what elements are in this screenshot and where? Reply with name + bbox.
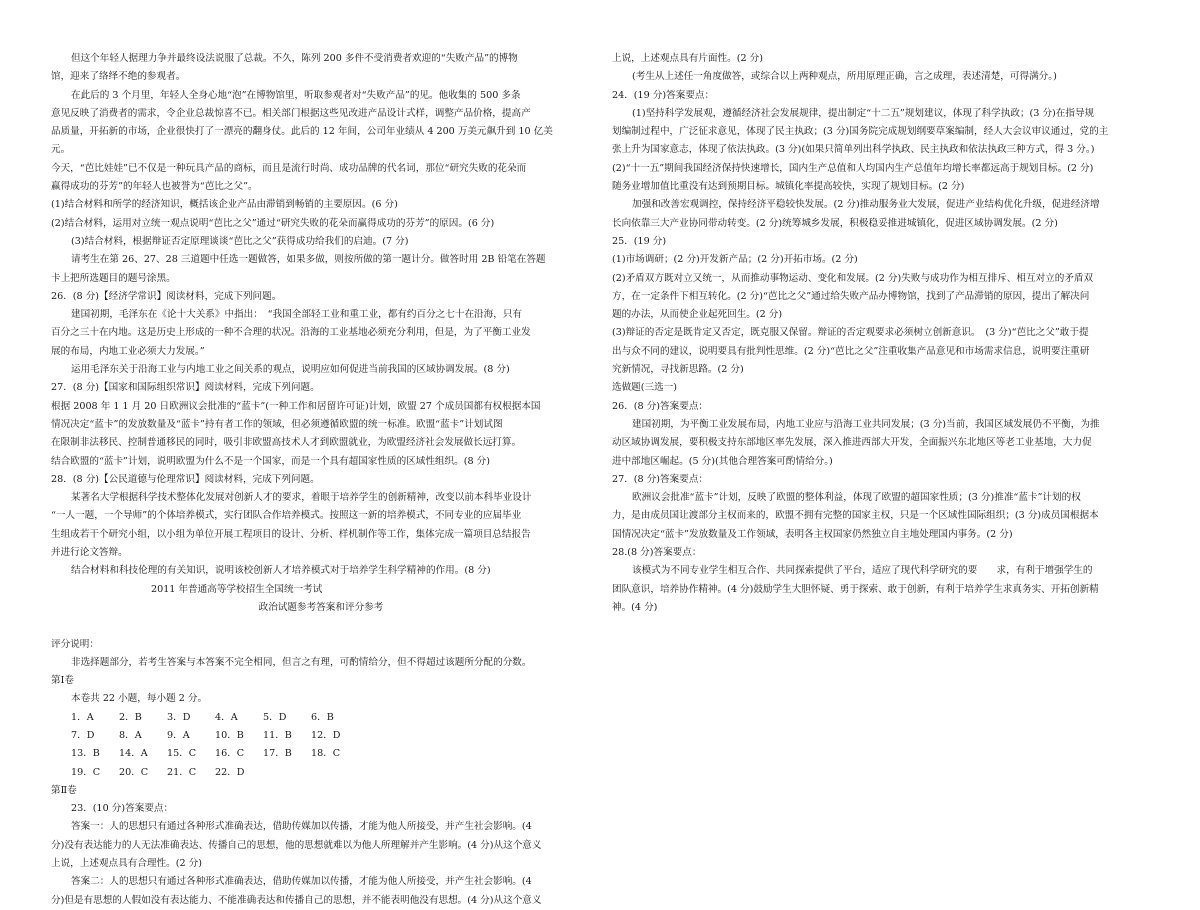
- text-line: 馆，迎来了络绎不绝的参观者。: [51, 71, 186, 83]
- answer-item: 20．C: [119, 766, 149, 778]
- text-line: 非选择题部分，若考生答案与本答案不完全相同，但言之有理，可酌情给分，但不得超过该题所分配的分数。: [71, 656, 532, 668]
- text-line: 23．(10 分)答案要点：: [71, 803, 174, 815]
- text-line: 建国初期，为平衡工业发展布局，内地工业应与沿海工业共同发展；(3 分)当前，我国区域发展仍不平衡，为推: [632, 418, 1100, 430]
- text-line: 政治试题参考答案和评分参考: [258, 601, 384, 613]
- answer-item: 9．A: [167, 729, 190, 741]
- text-line: 评分说明：: [51, 638, 99, 650]
- text-line: 第Ⅰ卷: [51, 675, 74, 687]
- answer-item: 8．A: [119, 729, 142, 741]
- answer-item: 1．A: [71, 711, 94, 723]
- text-line: 神。(4 分): [612, 601, 658, 613]
- text-line: 加强和改善宏观调控，保持经济平稳较快发展。(2 分)推动服务业大发展，促进产业结构优化升级，促进经济增: [632, 199, 1100, 211]
- text-line: (考生从上述任一角度做答，或综合以上两种观点，所用原理正确，言之成理，表述清楚，可得满分。): [632, 71, 1057, 83]
- text-line: 动区域协调发展，要积极支持东部地区率先发展，深入推进西部大开发，全面振兴东北地区等老工业基地，大力促: [612, 437, 1092, 449]
- text-line: 国情况决定“蓝卡”发放数量及工作领域，表明各主权国家仍然独立自主地处理国内事务。(2 分): [612, 528, 1013, 540]
- answer-item: 10．B: [215, 729, 244, 741]
- answer-item: 16．C: [215, 748, 245, 760]
- answer-item: 12．D: [311, 729, 341, 741]
- text-line: 方，在一定条件下相互转化。(2 分)“芭比之父”通过给失败产品办博物馆，找到了产品滞销的原因，提出了解决问: [612, 290, 1090, 302]
- answer-item: 4．A: [215, 711, 238, 723]
- text-line: 上说，上述观点具有合理性。(2 分): [51, 858, 202, 870]
- answer-item: 5．D: [263, 711, 287, 723]
- text-line: (2)“十一五”期间我国经济保持快速增长，国内生产总值和人均国内生产总值年均增长率都远高于规划目标。(2 分): [612, 162, 1094, 174]
- text-line: 百分之三十在内地。这是历史上形成的一种不合理的状况。沿海的工业基地必须充分利用，但是，为了平衡工业发: [51, 327, 531, 339]
- answer-row: [51, 745, 591, 763]
- text-line: 27．(8 分)答案要点：: [612, 473, 709, 485]
- text-line: (2)矛盾双方既对立又统一，从而推动事物运动、变化和发展。(2 分)失败与成功作为相互排斥、相互对立的矛盾双: [612, 272, 1094, 284]
- answer-row: [51, 727, 591, 745]
- text-line: (1)市场调研；(2 分)开发新产品；(2 分)开拓市场。(2 分): [612, 254, 858, 266]
- answer-item: 22．D: [215, 766, 245, 778]
- text-line: 品质量，开拓新的市场，企业很快打了一漂亮的翻身仗。此后的 12 年间，公司年业绩从 4 200 万美元飙升到 10 亿美: [51, 126, 553, 138]
- right-column: [612, 50, 1152, 617]
- answer-item: 18．C: [311, 748, 341, 760]
- text-line: 卡上把所选题目的题号涂黑。: [51, 272, 176, 284]
- answer-item: 15．C: [167, 748, 197, 760]
- text-line: 团队意识，培养协作精神。(4 分)鼓励学生大胆怀疑、勇于探索、敢于创新，有利于培养学生求真务实、开拓创新精: [612, 583, 1099, 595]
- text-line: 选做题(三选一): [612, 382, 678, 394]
- left-column: [51, 50, 591, 910]
- text-line: 结合材料和科技伦理的有关知识，说明该校创新人才培养模式对于培养学生科学精神的作用。(8 分): [71, 565, 491, 577]
- text-line: [51, 617, 591, 635]
- text-line: 2011 年普通高等学校招生全国统一考试: [151, 583, 323, 595]
- text-line: 第Ⅱ卷: [51, 784, 77, 796]
- text-line: 随务业增加值比重没有达到预期目标。城镇化率提高较快，实现了规划目标。(2 分): [612, 181, 965, 193]
- answer-item: 19．C: [71, 766, 101, 778]
- text-line: 今天，“芭比娃娃”已不仅是一种玩具产品的商标，而且是流行时尚、成功品牌的代名词，那位“研究失败的花朵而: [51, 162, 527, 174]
- text-line: 在此后的 3 个月里，年轻人全身心地“泡”在博物馆里，听取参观者对“失败产品”的见。他收集的 500 多条: [71, 89, 521, 101]
- text-line: 24．(19 分)答案要点：: [612, 89, 715, 101]
- text-line: 分)但是有思想的人假如没有表达能力、不能准确表达和传播自己的思想，并不能表明他没有思想。(4 分)从这个意义: [51, 894, 542, 906]
- text-line: (1)坚持科学发展观，遵循经济社会发展规律，提出制定“十二五”规划建议，体现了科学执政；(3 分)在指导规: [632, 107, 1095, 119]
- text-line: (1)结合材料和所学的经济知识，概括该企业产品由滞销到畅销的主要原因。(6 分): [51, 199, 398, 211]
- text-line: 但这个年轻人据理力争并最终设法说服了总裁。不久，陈列 200 多件不受消费者欢迎的“失败产品”的博物: [71, 53, 518, 64]
- answer-item: 3．D: [167, 711, 191, 723]
- text-line: 27．(8 分)【国家和国际组织常识】阅读材料，完成下列问题。: [51, 382, 320, 394]
- text-line: 究新情况，寻找新思路。(2 分): [612, 364, 744, 376]
- text-line: 意见反映了消费者的需求，令企业总裁惊喜不已。相关部门根据这些见改进产品设计式样，调整产品价格，提高产: [51, 107, 531, 119]
- text-line: (3)结合材料，根据辩证否定原理谈谈“芭比之父”获得成功给我们的启迪。(7 分): [71, 235, 409, 247]
- text-line: 26．(8 分)【经济学常识】阅读材料，完成下列问题。: [51, 290, 282, 302]
- text-line: 赢得成功的芬芳”的年轻人也被誉为“芭比之父”。: [51, 181, 258, 193]
- text-line: 根据 2008 年 1 1 月 20 日欧洲议会批准的“蓝卡”(一种工作和居留许可证)计划，欧盟 27 个成员国都有权根据本国: [51, 400, 541, 412]
- text-line: 题的办法，从而使企业起死回生。(2 分): [612, 309, 783, 321]
- text-line: 建国初期，毛泽东在《论十大关系》中指出： “我国全部轻工业和重工业，都有约百分之七十在沿海，只有: [71, 309, 523, 321]
- text-line: 结合欧盟的“蓝卡”计划，说明欧盟为什么不是一个国家，而是一个具有超国家性质的区域性组织。(8 分): [51, 455, 490, 467]
- text-line: 长向依靠三大产业协同带动转变。(2 分)统筹城乡发展，积极稳妥推进城镇化，促进区域协调发展。(2 分): [612, 217, 1058, 229]
- text-line: 展的布局，内地工业必须大力发展。”: [51, 345, 205, 357]
- text-line: 26．(8 分)答案要点：: [612, 400, 709, 412]
- text-line: (3)辩证的否定是既肯定又否定，既克服又保留。辩证的否定观要求必须树立创新意识。 (3 分)“芭比之父”敢于提: [612, 327, 1089, 339]
- text-line: 该模式为不同专业学生相互合作、共同探索提供了平台，适应了现代科学研究的要 求，有利于增强学生的: [632, 565, 1093, 577]
- text-line: (2)结合材料，运用对立统一观点说明“芭比之父”通过“研究失败的花朵而赢得成功的芬芳”的原因。(6 分): [51, 217, 495, 229]
- text-line: 答案二：人的思想只有通过各种形式准确表达，借助传媒加以传播，才能为他人所接受，并产生社会影响。(4: [71, 876, 532, 888]
- text-line: 生组成若干个研究小组，以小组为单位开展工程项目的设计、分析、样机制作等工作，集体完成一篇项目总结报告: [51, 528, 531, 540]
- text-line: 力，是由成员国让渡部分主权而来的，欧盟不拥有完整的国家主权，只是一个区域性国际组织；(3 分)成员国根据本: [612, 510, 1099, 522]
- text-line: 某著名大学根据科学技术整体化发展对创新人才的要求，着眼于培养学生的创新精神，改变以前本科毕业设计: [71, 492, 532, 504]
- text-line: 在限制非法移民、控制普通移民的同时，吸引非欧盟高技术人才到欧盟就业，为欧盟经济社会发展做长远打算。: [51, 437, 522, 449]
- text-line: 划编制过程中，广泛征求意见，体现了民主执政；(3 分)国务院完成规划纲要草案编制，经人大会议审议通过，党的主: [612, 126, 1109, 138]
- text-line: 28.(8 分)答案要点：: [612, 547, 702, 559]
- text-line: 出与众不同的建议，说明要具有批判性思维。(2 分)“芭比之父”注重收集产品意见和市场需求信息，说明要注重研: [612, 345, 1090, 357]
- text-line: 分)没有表达能力的人无法准确表达、传播自己的思想，他的思想就难以为他人所理解并产生影响。(4 分)从这个意义: [51, 839, 542, 851]
- text-line: 并进行论文答辩。: [51, 547, 128, 559]
- text-line: 运用毛泽东关于沿海工业与内地工业之间关系的观点，说明应如何促进当前我国的区域协调发展。(8 分): [71, 364, 510, 376]
- text-line: 欧洲议会批准“蓝卡”计划，反映了欧盟的整体利益，体现了欧盟的超国家性质；(3 分)推准“蓝卡”计划的权: [632, 492, 1081, 504]
- answer-item: 21．C: [167, 766, 197, 778]
- text-line: 进中部地区崛起。(5 分)(其他合理答案可酌情给分。): [612, 455, 833, 467]
- text-line: 28．(8 分)【公民道德与伦理常识】阅读材料，完成下列问题。: [51, 473, 320, 485]
- answer-row: [51, 709, 591, 727]
- text-line: 请考生在第 26、27、28 三道题中任选一题做答，如果多做，则按所做的第一题计分。做答时用 2B 铅笔在答题: [71, 254, 546, 266]
- text-line: 25．(19 分): [612, 235, 667, 247]
- answer-item: 11．B: [263, 729, 292, 741]
- answer-row: [51, 764, 591, 782]
- answer-item: 13．B: [71, 748, 100, 760]
- answer-item: 17．B: [263, 748, 292, 760]
- answer-item: 6．B: [311, 711, 334, 723]
- text-line: “一人一题，一个导师”的个体培养模式，实行团队合作培养模式。按照这一新的培养模式，不同专业的应届毕业: [51, 510, 522, 522]
- text-line: 情况决定“蓝卡”的发放数量及“蓝卡”持有者工作的领域，但必须遵循欧盟的统一标准。欧盟“蓝卡”计划试图: [51, 418, 503, 430]
- text-line: 上说，上述观点具有片面性。(2 分): [612, 53, 763, 64]
- text-line: 元。: [51, 144, 71, 156]
- text-line: 本卷共 22 小题，每小题 2 分。: [71, 693, 208, 705]
- answer-item: 2．B: [119, 711, 142, 723]
- answer-item: 14．A: [119, 748, 148, 760]
- text-line: 张上升为国家意志，体现了依法执政。(3 分)(如果只简单列出科学执政、民主执政和依法执政三种方式，得 3 分。): [612, 144, 1095, 156]
- answer-item: 7．D: [71, 729, 95, 741]
- text-line: 答案一：人的思想只有通过各种形式准确表达，借助传媒加以传播，才能为他人所接受，并产生社会影响。(4: [71, 821, 532, 833]
